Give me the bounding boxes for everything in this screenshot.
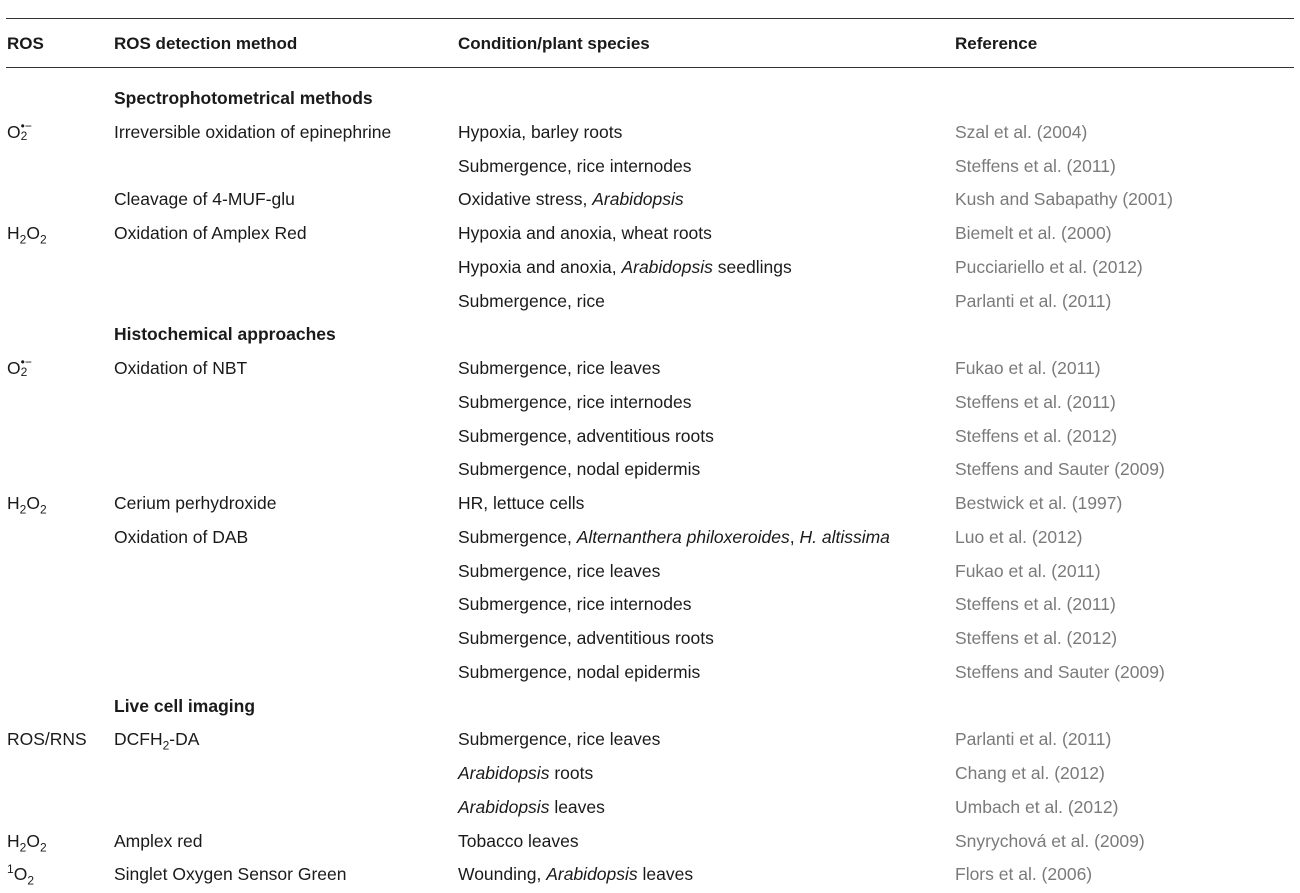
cell-reference: Luo et al. (2012) [955, 526, 1083, 547]
condition-text: Tobacco leaves [458, 830, 579, 851]
cell-condition [458, 357, 660, 379]
formula-sub: 2 [162, 738, 170, 753]
cell-ros: ROS/RNS [7, 729, 87, 750]
section-label: Spectrophotometrical methods [114, 88, 373, 108]
cell-reference: Steffens and Sauter (2009) [955, 661, 1165, 682]
header-ros: ROS [7, 34, 44, 53]
cell-condition [458, 188, 684, 210]
table-row [0, 357, 1300, 387]
cell-ros [7, 830, 47, 852]
condition-text: Hypoxia and anoxia, wheat roots [458, 223, 712, 243]
condition-text: Submergence, nodal epidermis [458, 661, 701, 682]
section-label: Live cell imaging [114, 695, 256, 716]
formula-sub1: 2 [19, 232, 27, 247]
cell-condition [458, 256, 792, 278]
table-row [0, 222, 1300, 252]
cell-condition [458, 593, 691, 615]
condition-text: Arabidopsis leaves [458, 796, 605, 817]
italic-species: Alternanthera philoxeroides [576, 526, 790, 547]
cell-reference: Fukao et al. (2011) [955, 560, 1101, 581]
table-row [0, 560, 1300, 590]
cell-reference: Steffens et al. (2012) [955, 425, 1118, 446]
header-rule [6, 67, 1294, 68]
cell-reference: Steffens et al. (2011) [955, 391, 1116, 412]
formula-sup: •− [20, 119, 32, 134]
table-row [0, 256, 1300, 286]
italic-species: Arabidopsis [621, 256, 713, 277]
cell-ros [7, 492, 47, 517]
cell-method: Oxidation of NBT [114, 358, 248, 378]
formula-a: H [7, 830, 20, 851]
cell-method: Cleavage of 4-MUF-glu [114, 189, 295, 210]
condition-text: Submergence, rice [458, 290, 605, 311]
table-row [0, 121, 1300, 151]
condition-text: Arabidopsis roots [458, 763, 594, 783]
cell-ros [7, 357, 32, 379]
section-row [0, 87, 1300, 117]
italic-species: Arabidopsis [458, 763, 550, 783]
formula-b: -DA [169, 729, 200, 750]
cell-condition [458, 155, 691, 177]
formula-b: O [26, 493, 40, 513]
table-row [0, 796, 1300, 826]
table-row [0, 425, 1300, 455]
condition-text: Hypoxia, barley roots [458, 121, 623, 142]
header-method: ROS detection method [114, 34, 298, 53]
table-row [0, 155, 1300, 185]
table-row [0, 290, 1300, 320]
section-label: Histochemical approaches [114, 324, 336, 345]
formula-h2o2 [7, 223, 47, 247]
cell-method: Amplex red [114, 830, 203, 851]
section-row [0, 695, 1300, 725]
table-row [0, 830, 1300, 860]
cell-condition [458, 830, 579, 852]
formula-superoxide [7, 119, 32, 144]
cell-condition [458, 391, 691, 413]
cell-condition [458, 458, 700, 480]
cell-reference: Snyrychová et al. (2009) [955, 830, 1145, 851]
cell-reference: Steffens et al. (2011) [955, 594, 1116, 615]
header-reference: Reference [955, 34, 1038, 53]
formula-subsup [20, 355, 32, 380]
cell-reference: Parlanti et al. (2011) [955, 290, 1112, 311]
cell-method: Oxidation of Amplex Red [114, 223, 307, 243]
formula-sub: 2 [20, 365, 28, 380]
formula-a: H [7, 493, 20, 513]
condition-text: Submergence, adventitious roots [458, 425, 714, 446]
condition-text: Submergence, rice leaves [458, 560, 661, 581]
condition-text: Wounding, Arabidopsis leaves [458, 864, 694, 885]
cell-condition [458, 661, 700, 683]
cell-reference: Bestwick et al. (1997) [955, 493, 1123, 513]
condition-text: Submergence, Alternanthera philoxeroides, H. altissima [458, 526, 890, 547]
table-row [0, 863, 1300, 893]
cell-condition [458, 560, 660, 582]
cell-ros [7, 121, 32, 143]
formula-sub1: 2 [19, 502, 27, 517]
table-row [0, 593, 1300, 623]
cell-ros [7, 222, 47, 247]
formula-subsup [20, 119, 32, 144]
cell-condition [458, 728, 660, 750]
table-row [0, 526, 1300, 556]
formula-h2o2 [7, 493, 47, 517]
cell-method [114, 728, 200, 753]
cell-method: Oxidation of DAB [114, 526, 249, 547]
formula-a: H [7, 223, 20, 243]
cell-reference: Parlanti et al. (2011) [955, 729, 1112, 750]
table-row [0, 188, 1300, 218]
cell-reference: Steffens and Sauter (2009) [955, 459, 1165, 480]
table-row [0, 627, 1300, 657]
condition-text: Submergence, rice leaves [458, 729, 661, 750]
cell-reference: Pucciariello et al. (2012) [955, 256, 1143, 277]
formula-superoxide [7, 355, 32, 380]
cell-reference: Steffens et al. (2011) [955, 155, 1116, 176]
italic-species: Arabidopsis [458, 796, 550, 817]
header-condition: Condition/plant species [458, 34, 650, 53]
formula-sup: 1 [7, 862, 14, 877]
cell-reference: Chang et al. (2012) [955, 763, 1105, 783]
cell-condition [458, 492, 584, 514]
cell-condition [458, 863, 693, 885]
table-row [0, 458, 1300, 488]
condition-text: HR, lettuce cells [458, 493, 585, 513]
condition-text: Submergence, rice internodes [458, 391, 692, 412]
formula-sub: 2 [20, 129, 28, 144]
cell-condition [458, 526, 890, 548]
italic-species: Arabidopsis [546, 864, 638, 885]
formula-singlet [7, 862, 34, 888]
condition-text: Submergence, rice leaves [458, 358, 661, 378]
formula-sub2: 2 [39, 232, 47, 247]
cell-method: Cerium perhydroxide [114, 493, 277, 513]
condition-text: Submergence, rice internodes [458, 594, 692, 615]
formula-b: O [26, 830, 40, 851]
cell-reference: Kush and Sabapathy (2001) [955, 189, 1173, 210]
cell-condition [458, 627, 714, 649]
condition-text: Hypoxia and anoxia, Arabidopsis seedlings [458, 256, 792, 277]
cell-reference: Steffens et al. (2012) [955, 628, 1118, 648]
table-row [0, 728, 1300, 758]
italic-species: Arabidopsis [592, 189, 684, 210]
formula-sub: 2 [27, 873, 34, 888]
formula-sub2: 2 [39, 502, 47, 517]
cell-reference: Fukao et al. (2011) [955, 358, 1101, 378]
formula-sup: •− [20, 355, 32, 370]
cell-condition [458, 762, 593, 784]
condition-text: Oxidative stress, Arabidopsis [458, 189, 684, 210]
table-row [0, 391, 1300, 421]
cell-method: Singlet Oxygen Sensor Green [114, 864, 347, 885]
formula-sub1: 2 [19, 840, 27, 854]
cell-reference: Szal et al. (2004) [955, 121, 1088, 142]
cell-reference: Umbach et al. (2012) [955, 796, 1119, 817]
formula-dcfh2da [114, 729, 200, 753]
section-row [0, 323, 1300, 353]
top-rule [6, 18, 1294, 19]
italic-species: H. altissima [799, 526, 890, 547]
cell-condition [458, 796, 605, 818]
formula-h2o2 [7, 830, 47, 854]
formula-b: O [26, 223, 40, 243]
condition-text: Submergence, adventitious roots [458, 628, 714, 648]
condition-text: Submergence, nodal epidermis [458, 459, 701, 480]
cell-condition [458, 121, 622, 143]
formula-base: O [13, 864, 28, 885]
cell-method: Irreversible oxidation of epinephrine [114, 121, 392, 142]
formula-base: O [7, 358, 21, 378]
cell-reference: Flors et al. (2006) [955, 864, 1093, 885]
cell-reference: Biemelt et al. (2000) [955, 223, 1112, 243]
table-row [0, 661, 1300, 691]
condition-text: Submergence, rice internodes [458, 155, 692, 176]
table-row [0, 762, 1300, 792]
formula-sub2: 2 [39, 840, 47, 854]
cell-condition [458, 222, 712, 244]
table-row [0, 492, 1300, 522]
cell-condition [458, 425, 714, 447]
formula-base: O [7, 121, 21, 142]
cell-ros [7, 862, 34, 888]
formula-a: DCFH [114, 729, 163, 750]
cell-condition [458, 290, 605, 312]
